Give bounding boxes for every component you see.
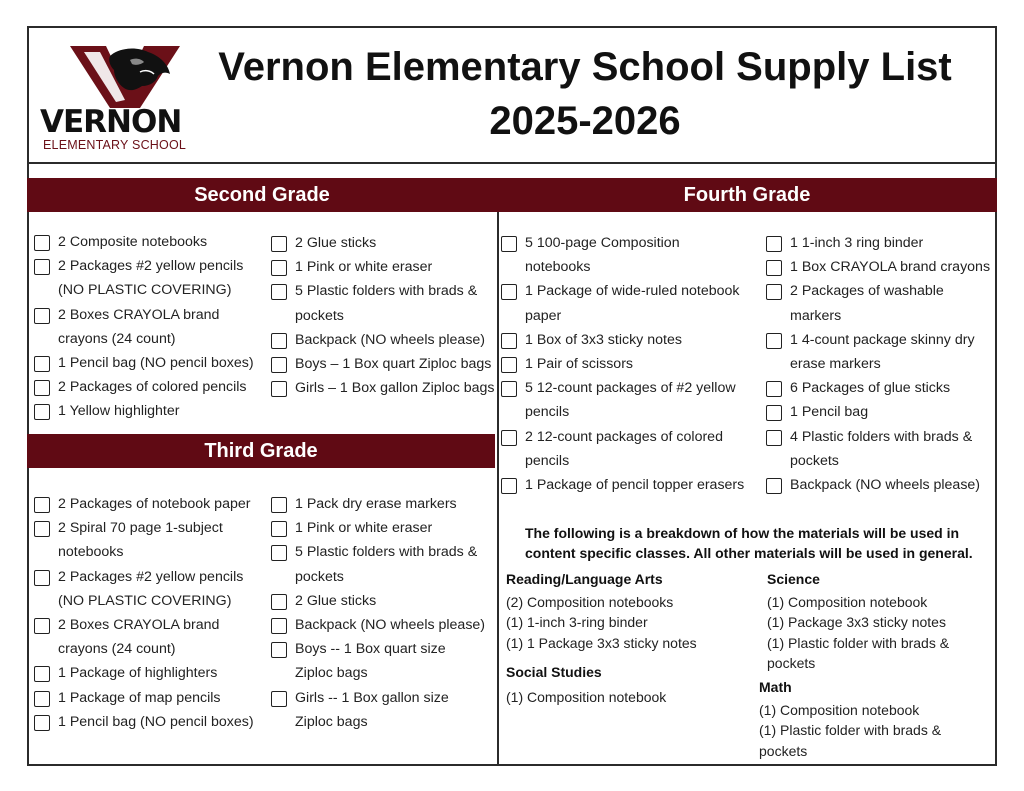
checkbox[interactable]	[34, 259, 50, 275]
subject-item: (1) Composition notebook	[767, 593, 928, 610]
checkbox[interactable]	[271, 284, 287, 300]
supply-item-label: Backpack (NO wheels please)	[790, 477, 981, 494]
checkbox[interactable]	[501, 333, 517, 349]
checkbox[interactable]	[766, 260, 782, 276]
supply-item-label: 1 Yellow highlighter	[58, 403, 180, 420]
title-line-1: Vernon Elementary School Supply List	[218, 45, 952, 89]
checkbox[interactable]	[271, 381, 287, 397]
supply-item-label: 2 Glue sticks	[295, 235, 377, 251]
supply-item-label: 6 Packages of glue sticks	[790, 380, 951, 397]
logo-wordmark: VERNON	[40, 104, 182, 140]
supply-item	[766, 376, 994, 400]
supply-item-label: 4 Plastic folders with brads & pockets	[790, 428, 973, 469]
supply-item	[34, 516, 266, 564]
fourth-grade-list-2	[766, 231, 994, 497]
checkbox[interactable]	[501, 381, 517, 397]
supply-item-label: 1 Box of 3x3 sticky notes	[525, 331, 682, 348]
supply-item	[271, 255, 497, 279]
checkbox[interactable]	[501, 236, 517, 252]
supply-item	[271, 352, 497, 376]
supply-item-label: 2 Spiral 70 page 1-subject notebooks	[58, 520, 223, 561]
supply-item-label: 2 Composite notebooks	[58, 234, 208, 250]
supply-item-label: 2 Packages of notebook paper	[58, 496, 251, 512]
supply-item-label: 1 Pair of scissors	[525, 356, 634, 373]
supply-item	[501, 328, 746, 352]
subject-item: (1) 1 Package 3x3 sticky notes	[506, 634, 697, 651]
supply-item	[34, 686, 266, 710]
checkbox[interactable]	[271, 545, 287, 561]
supply-item	[766, 255, 994, 279]
supply-item	[766, 231, 994, 255]
supply-item	[501, 279, 746, 327]
supply-item-label: 1 Pack dry erase markers	[295, 496, 457, 512]
third-grade-list-2	[271, 492, 486, 734]
column-divider	[497, 212, 499, 766]
supply-item	[271, 376, 497, 400]
supply-item	[766, 425, 994, 473]
supply-item-label: Backpack (NO wheels please)	[295, 331, 486, 348]
subject-title: Science	[767, 571, 820, 587]
school-logo	[40, 42, 188, 154]
checkbox[interactable]	[271, 260, 287, 276]
checkbox[interactable]	[271, 642, 287, 658]
subject-social-studies	[506, 662, 756, 707]
checkbox[interactable]	[34, 521, 50, 537]
subject-title: Social Studies	[506, 664, 602, 680]
checkbox[interactable]	[501, 430, 517, 446]
checkbox[interactable]	[271, 357, 287, 373]
supply-item	[766, 328, 994, 376]
page-title	[190, 40, 980, 148]
supply-item	[271, 540, 486, 588]
subject-item: (1) Composition notebook	[759, 701, 920, 718]
supply-item-label: 2 Packages of washable markers	[790, 283, 944, 324]
supply-item	[501, 425, 746, 473]
supply-item	[271, 589, 486, 613]
second-grade-heading: Second Grade	[27, 178, 497, 212]
supply-item-label: 5 Plastic folders with brads & pockets	[295, 544, 478, 585]
checkbox[interactable]	[766, 284, 782, 300]
supply-item-label: 5 100-page Composition notebooks	[525, 235, 680, 276]
supply-item	[34, 613, 266, 661]
checkbox[interactable]	[766, 405, 782, 421]
checkbox[interactable]	[271, 333, 287, 349]
supply-item-label: Backpack (NO wheels please)	[295, 617, 486, 634]
supply-item	[766, 473, 994, 497]
supply-item-label: 1 Package of wide-ruled notebook paper	[525, 283, 740, 324]
checkbox[interactable]	[271, 521, 287, 537]
checkbox[interactable]	[34, 356, 50, 372]
supply-item	[34, 661, 266, 685]
logo-subtitle: ELEMENTARY SCHOOL	[43, 138, 187, 152]
supply-item-label: 2 Glue sticks	[295, 592, 377, 609]
supply-item	[271, 516, 486, 540]
third-grade-heading: Third Grade	[27, 434, 495, 468]
supply-item-label: Girls -- 1 Box gallon size Ziploc bags	[295, 689, 449, 730]
subject-item: (1) Package 3x3 sticky notes	[767, 614, 946, 630]
supply-item-label: Girls – 1 Box gallon Ziploc bags	[295, 380, 495, 397]
checkbox[interactable]	[34, 715, 50, 731]
supply-item-label: 2 Packages #2 yellow pencils (NO PLASTIC COVERING)	[58, 258, 244, 299]
supply-item-label: 1 Pink or white eraser	[295, 520, 433, 537]
second-grade-list-1	[34, 230, 266, 424]
checkbox[interactable]	[34, 380, 50, 396]
supply-item	[34, 375, 266, 399]
checkbox[interactable]	[34, 618, 50, 634]
checkbox[interactable]	[501, 284, 517, 300]
checkbox[interactable]	[766, 381, 782, 397]
supply-item	[271, 686, 486, 734]
subject-item: (2) Composition notebooks	[506, 593, 674, 610]
supply-item-label: 1 Pencil bag	[790, 404, 869, 421]
third-grade-list-1	[34, 492, 266, 734]
supply-item	[766, 279, 994, 327]
checkbox[interactable]	[271, 497, 287, 513]
checkbox[interactable]	[34, 404, 50, 420]
subject-reading	[506, 569, 756, 653]
supply-item-label: Boys -- 1 Box quart size Ziploc bags	[295, 641, 446, 682]
supply-item-label: 2 Packages #2 yellow pencils (NO PLASTIC COVERING)	[58, 568, 244, 609]
supply-item	[34, 565, 266, 613]
breakdown-note: The following is a breakdown of how the materials will be used in content specific classes. All other materials will be used in general.	[525, 525, 973, 561]
checkbox[interactable]	[766, 333, 782, 349]
checkbox[interactable]	[34, 570, 50, 586]
supply-item	[271, 279, 497, 327]
supply-item-label: 1 Box CRAYOLA brand crayons	[790, 259, 991, 276]
supply-item-label: 1 Package of pencil topper erasers	[525, 477, 745, 494]
supply-item-label: 1 Pencil bag (NO pencil boxes)	[58, 713, 254, 730]
supply-item-label: 2 Boxes CRAYOLA brand crayons (24 count)	[58, 306, 220, 347]
supply-item	[271, 328, 497, 352]
supply-item	[34, 230, 266, 254]
supply-item	[271, 637, 486, 685]
subject-math	[759, 677, 984, 761]
supply-item-label: 1 Pencil bag (NO pencil boxes)	[58, 355, 254, 372]
header-divider	[27, 162, 997, 164]
supply-item	[34, 399, 266, 423]
fourth-grade-list-1	[501, 231, 746, 497]
supply-item-label: 2 12-count packages of colored pencils	[525, 428, 723, 469]
supply-item	[501, 352, 746, 376]
supply-item	[501, 376, 746, 424]
supply-item-label: 1 Pink or white eraser	[295, 259, 433, 276]
supply-item-label: 1 4-count package skinny dry erase markers	[790, 331, 975, 373]
supply-item-label: 2 Boxes CRAYOLA brand crayons (24 count)	[58, 617, 220, 658]
checkbox[interactable]	[766, 478, 782, 494]
checkbox[interactable]	[34, 497, 50, 513]
supply-item	[501, 473, 746, 497]
checkbox[interactable]	[766, 430, 782, 446]
checkbox[interactable]	[34, 691, 50, 707]
checkbox[interactable]	[766, 236, 782, 252]
checkbox[interactable]	[271, 691, 287, 707]
subject-title: Reading/Language Arts	[506, 571, 663, 587]
subject-item: (1) Plastic folder with brads & pockets	[759, 722, 942, 759]
supply-item	[271, 231, 497, 255]
supply-item-label: 1 Package of map pencils	[58, 689, 221, 706]
supply-item	[501, 231, 746, 279]
supply-item-label: Boys – 1 Box quart Ziploc bags	[295, 356, 492, 373]
supply-item	[34, 303, 266, 351]
subject-item: (1) Plastic folder with brads & pockets	[767, 634, 950, 671]
subject-science	[767, 569, 982, 674]
supply-item-label: 1 1-inch 3 ring binder	[790, 235, 924, 251]
subject-item: (1) 1-inch 3-ring binder	[506, 614, 648, 630]
title-line-2: 2025-2026	[489, 99, 681, 143]
supply-item-label: 5 12-count packages of #2 yellow pencils	[525, 380, 736, 421]
checkbox[interactable]	[271, 594, 287, 610]
subject-item: (1) Composition notebook	[506, 688, 667, 705]
supply-item-label: 5 Plastic folders with brads & pockets	[295, 283, 478, 324]
supply-item-label: 1 Package of highlighters	[58, 665, 218, 682]
subject-title: Math	[759, 679, 792, 695]
supply-item	[271, 613, 486, 637]
supply-item	[34, 254, 266, 302]
supply-item	[34, 351, 266, 375]
checkbox[interactable]	[271, 236, 287, 252]
checkbox[interactable]	[501, 357, 517, 373]
supply-item-label: 2 Packages of colored pencils	[58, 379, 247, 396]
wildcat-v-icon	[70, 42, 180, 110]
second-grade-list-2	[271, 231, 497, 400]
supply-item	[34, 492, 266, 516]
supply-item	[271, 492, 486, 516]
checkbox[interactable]	[501, 478, 517, 494]
fourth-grade-heading: Fourth Grade	[497, 178, 997, 212]
supply-item	[766, 400, 994, 424]
checkbox[interactable]	[34, 235, 50, 251]
checkbox[interactable]	[271, 618, 287, 634]
checkbox[interactable]	[34, 308, 50, 324]
checkbox[interactable]	[34, 666, 50, 682]
supply-item	[34, 710, 266, 734]
